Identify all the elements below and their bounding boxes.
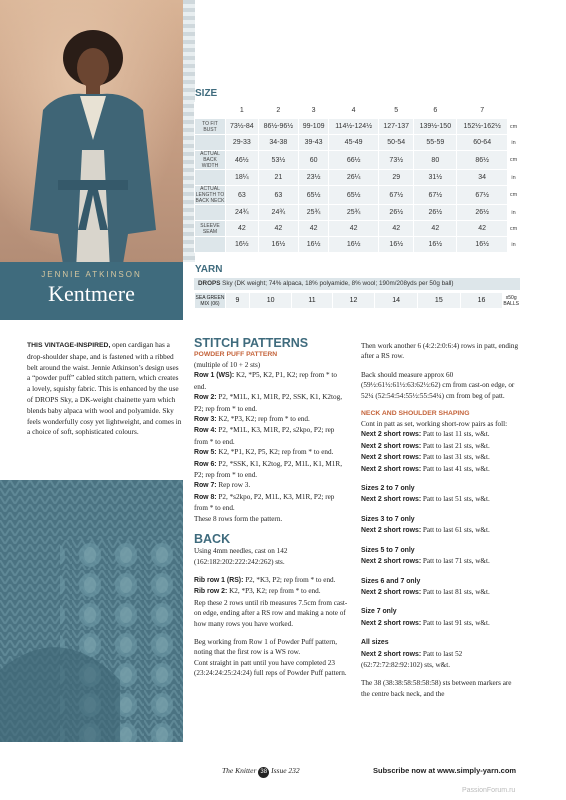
rib-row-key: Rib row 1 (RS): (194, 576, 244, 584)
back-beg: Beg working from Row 1 of Powder Puff pattern, noting that the first row is a WS row. (194, 637, 337, 657)
size-cell: 25¾ (299, 205, 329, 221)
size-row (195, 135, 520, 151)
yarn-brand: DROPS (198, 280, 221, 287)
size-cell: 34-38 (258, 135, 298, 151)
short-row (361, 464, 521, 475)
size-cell: 67½ (379, 186, 414, 205)
size-cell: 31½ (414, 170, 457, 186)
stitch-row-key: Row 3: (194, 416, 217, 424)
rib-row (194, 586, 349, 597)
size-cell: 34 (457, 170, 508, 186)
size-cell: 86½ (457, 151, 508, 170)
stitch-row-text: K2, *P1, K2, P5, K2; rep from * to end. (216, 448, 334, 457)
col3-measure: Back should measure approx 60 (59½:61½:61½:63:62½:62) cm from cast-on edge, or 52¼ (52:54:54:55½:55:54¼) cm from beg of patt. (361, 370, 515, 400)
pattern-title: Kentmere (48, 281, 135, 306)
all-sizes-heading: All sizes (361, 639, 389, 647)
short-row (361, 494, 521, 505)
size-cell: 60-64 (457, 135, 508, 151)
short-row-text: Patt to last 31 sts, w&t. (422, 453, 490, 462)
yarn-balls: 11 (292, 293, 332, 309)
size-cell: 127-137 (379, 119, 414, 135)
intro-body: open cardigan has a drop-shoulder shape, and is fastened with a ribbed belt around the waist. Jennie Atkinson’s design uses a “powder puff” cabled stitch pattern, which creates a lovely, squishy fabric. This is enhanced by the use of DROPS Sky, a DK-weight chainette yarn which blends baby alpaca with wool and polyamide. Sky feels wonderfully cosy yet lightweight, and comes in a choice of soft, sophisticated colours. (27, 340, 182, 437)
stitch-row-key: Row 4: (194, 427, 217, 435)
stitch-subheading: POWDER PUFF PATTERN (194, 351, 278, 358)
size-col: 5 (379, 103, 414, 119)
issue-number: Issue 232 (271, 766, 300, 775)
size-cell: 45-49 (329, 135, 379, 151)
yarn-balls: 10 (249, 293, 292, 309)
size-cell: 23½ (299, 170, 329, 186)
stitch-end: These 8 rows form the pattern. (194, 514, 283, 523)
short-row-text: Patt to last 91 sts, w&t. (422, 618, 490, 627)
size-group-label: Sizes 3 to 7 only (361, 515, 415, 523)
yarn-balls: 12 (332, 293, 375, 309)
size-group-label: Sizes 2 to 7 only (361, 485, 415, 493)
subscribe-link[interactable]: Subscribe now at www.simply-yarn.com (373, 766, 517, 775)
yarn-balls: 14 (375, 293, 418, 309)
size-cell: 50-54 (379, 135, 414, 151)
rib-row (194, 575, 349, 586)
size-cell: 42 (299, 221, 329, 237)
shaping-column (361, 341, 521, 699)
size-cell: 60 (299, 151, 329, 170)
size-cell: 80 (414, 151, 457, 170)
short-row (361, 556, 521, 567)
stitch-heading: STITCH PATTERNS (194, 336, 309, 350)
yarn-balls: 15 (417, 293, 460, 309)
next-label: Next 2 short rows: (361, 431, 422, 439)
yarn-description (194, 278, 520, 290)
rib-row-key: Rib row 2: (194, 588, 228, 596)
stitch-row-text: P2, *M1L, K1, M1R, P2, SSK, K1, K2tog, P2; rep from * to end. (194, 393, 342, 413)
size-cell: 65½ (329, 186, 379, 205)
rib-row-text: K2, *P3, K2; rep from * to end. (227, 587, 321, 596)
stitch-row (194, 459, 349, 481)
short-row (361, 429, 521, 440)
size-col: 4 (329, 103, 379, 119)
col3-work: Then work another 6 (4:2:2:0:6:4) rows in patt, ending after a RS row. (361, 342, 519, 361)
stitch-multiple: (multiple of 10 + 2 sts) (194, 361, 261, 369)
short-row-text: Patt to last 41 sts, w&t. (422, 464, 490, 473)
short-row (361, 587, 521, 598)
size-cell: 66½ (329, 151, 379, 170)
size-unit: cm (508, 151, 520, 170)
short-row (361, 452, 521, 463)
size-group-label: Size 7 only (361, 608, 397, 616)
stitch-row-text: P2, *SSK, K1, K2tog, P2, M1L, K1, M1R, P2; rep from * to end. (194, 459, 342, 480)
stitch-row (194, 480, 349, 491)
size-heading: SIZE (195, 88, 218, 99)
size-cell: 53½ (258, 151, 298, 170)
stitch-row-text: Rep row 3. (216, 481, 251, 490)
stitch-row (194, 447, 349, 458)
size-cell: 55-59 (414, 135, 457, 151)
mag-title: The Knitter (222, 766, 257, 775)
size-cell: 16½ (379, 237, 414, 253)
size-group-label: Sizes 5 to 7 only (361, 546, 415, 554)
back-rep: Rep these 2 rows until rib measures 7.5cm from cast-on edge, ending after a RS row and making a note of how many rows you have worked. (194, 598, 348, 628)
size-cell: 65½ (299, 186, 329, 205)
size-row-label (195, 135, 226, 151)
size-cell: 114½-124½ (329, 119, 379, 135)
watermark: PassionForum.ru (462, 787, 516, 794)
size-row (195, 221, 520, 237)
yarn-balls: 9 (226, 293, 250, 309)
short-row-text: Patt to last 71 sts, w&t. (422, 557, 490, 566)
size-unit: in (508, 205, 520, 221)
stitch-row-text: P2, *M1L, K3, M1R, P2, s2kpo, P2; rep from * to end. (194, 426, 335, 446)
size-unit: cm (508, 119, 520, 135)
title-band (0, 262, 183, 320)
size-cell: 42 (329, 221, 379, 237)
size-row (195, 237, 520, 253)
intro-lead: THIS VINTAGE-INSPIRED, (27, 342, 111, 349)
size-cell: 86½-96½ (258, 119, 298, 135)
back-cont: Cont straight in patt until you have completed 23 (23:24:24:25:24:24) full reps of Powder Puff pattern. (194, 658, 347, 678)
size-cell: 29 (379, 170, 414, 186)
size-row-label: SLEEVE SEAM (195, 221, 226, 237)
next-label: Next 2 short rows: (361, 454, 422, 462)
size-row (195, 186, 520, 205)
short-row-text: Patt to last 51 sts, w&t. (422, 495, 490, 504)
size-unit: in (508, 237, 520, 253)
stitch-row-text: K2, *P5, K2, P1, K2; rep from * to end. (194, 371, 338, 391)
next-label: Next 2 short rows: (361, 496, 422, 504)
back-heading: BACK (194, 532, 231, 547)
page-number: 38 (258, 767, 269, 778)
size-row-label (195, 205, 226, 221)
next-label: Next 2 short rows: (361, 619, 422, 627)
size-cell: 39-43 (299, 135, 329, 151)
stitch-column (194, 336, 349, 679)
size-cell: 46½ (226, 151, 259, 170)
size-cell: 139½-150 (414, 119, 457, 135)
size-group-heading (361, 545, 521, 556)
knit-swatch-photo (0, 480, 183, 742)
col3-final: The 38 (38:38:58:58:58:58) sts between markers are the centre back neck, and the (361, 679, 512, 698)
size-cell: 26½ (414, 205, 457, 221)
size-unit: in (508, 135, 520, 151)
designer-name: JENNIE ATKINSON (41, 270, 142, 279)
next-label: Next 2 short rows: (361, 588, 422, 596)
yarn-row (195, 293, 520, 309)
next-label: Next 2 short rows: (361, 650, 422, 658)
size-col: 3 (299, 103, 329, 119)
size-cell: 42 (226, 221, 259, 237)
size-row (195, 170, 520, 186)
size-cell: 67½ (414, 186, 457, 205)
size-group-heading (361, 576, 521, 587)
size-col: 6 (414, 103, 457, 119)
yarn-table (194, 292, 520, 309)
size-row-label: TO FIT BUST (195, 119, 226, 135)
size-cell: 152½-162½ (457, 119, 508, 135)
back-cast-on: Using 4mm needles, cast on 142 (162:182:202:222:242:262) sts. (194, 547, 288, 566)
size-unit: cm (508, 221, 520, 237)
size-cell: 24¾ (226, 205, 259, 221)
size-group-heading (361, 606, 521, 617)
size-col: 2 (258, 103, 298, 119)
stitch-row-key: Row 1 (WS): (194, 372, 235, 380)
stitch-row (194, 425, 349, 447)
size-cell: 25¾ (329, 205, 379, 221)
size-cell: 42 (457, 221, 508, 237)
size-row (195, 151, 520, 170)
size-cell: 63 (258, 186, 298, 205)
short-row (361, 618, 521, 629)
yarn-unit: x50g BALLS (503, 294, 519, 307)
stitch-row-key: Row 2: (194, 394, 217, 402)
next-label: Next 2 short rows: (361, 442, 422, 450)
size-cell: 73½-84 (226, 119, 259, 135)
size-unit: in (508, 170, 520, 186)
short-row (361, 525, 521, 536)
next-label: Next 2 short rows: (361, 465, 422, 473)
size-row (195, 119, 520, 135)
size-cell: 42 (258, 221, 298, 237)
size-cell: 16½ (329, 237, 379, 253)
size-cell: 29-33 (226, 135, 259, 151)
short-row-text: Patt to last 81 sts, w&t. (422, 587, 490, 596)
size-cell: 18¼ (226, 170, 259, 186)
stitch-row (194, 370, 349, 392)
neck-shaping-text: Cont in patt as set, working short-row pairs as foll: (361, 420, 508, 429)
size-cell: 16½ (457, 237, 508, 253)
stitch-row-text: P2, *s2kpo, P2, M1L, K3, M1R, P2; rep from * to end. (194, 492, 335, 513)
size-row (195, 205, 520, 221)
all-sizes-text: Patt to last 52 (62:72:72:82:92:102) sts, w&t. (361, 649, 463, 669)
size-cell: 67½ (457, 186, 508, 205)
next-label: Next 2 short rows: (361, 558, 422, 566)
size-cell: 73½ (379, 151, 414, 170)
stitch-row-key: Row 8: (194, 493, 217, 501)
size-group-heading (361, 514, 521, 525)
short-row-text: Patt to last 61 sts, w&t. (422, 526, 490, 535)
yarn-balls: 16 (460, 293, 503, 309)
model-figure (18, 30, 168, 262)
intro-text (27, 340, 182, 438)
size-cell: 21 (258, 170, 298, 186)
size-cell: 16½ (299, 237, 329, 253)
size-cell: 16½ (226, 237, 259, 253)
short-row-text: Patt to last 21 sts, w&t. (422, 441, 490, 450)
size-group-heading (361, 483, 521, 494)
short-row-text: Patt to last 11 sts, w&t. (422, 430, 490, 439)
stitch-row (194, 492, 349, 514)
rib-row-text: P2, *K3, P2; rep from * to end. (243, 575, 336, 584)
stitch-row-key: Row 7: (194, 482, 217, 490)
size-header-row (195, 103, 520, 119)
size-row-label (195, 170, 226, 186)
yarn-detail: Sky (DK weight; 74% alpaca, 18% polyamide, 8% wool; 190m/208yds per 50g ball) (220, 280, 454, 287)
next-label: Next 2 short rows: (361, 527, 422, 535)
size-col: 1 (226, 103, 259, 119)
stitch-row-key: Row 5: (194, 449, 217, 457)
footer-magazine (222, 766, 300, 778)
size-cell: 42 (414, 221, 457, 237)
size-table (194, 102, 520, 253)
neck-shaping-heading: NECK AND SHOULDER SHAPING (361, 410, 470, 418)
stitch-row (194, 414, 349, 425)
size-row-label (195, 237, 226, 253)
size-cell: 63 (226, 186, 259, 205)
size-cell: 99-109 (299, 119, 329, 135)
size-cell: 26¼ (329, 170, 379, 186)
size-unit: cm (508, 186, 520, 205)
yarn-shade: SEA GREEN MIX (06) (195, 294, 225, 307)
size-cell: 16½ (414, 237, 457, 253)
size-cell: 24¾ (258, 205, 298, 221)
size-row-label: ACTUAL LENGTH TO BACK NECK (195, 186, 225, 204)
size-cell: 26½ (457, 205, 508, 221)
size-row-label: ACTUAL BACK WIDTH (195, 151, 226, 170)
size-cell: 16½ (258, 237, 298, 253)
stitch-row-key: Row 6: (194, 460, 217, 468)
yarn-heading: YARN (195, 264, 223, 275)
model-photo (0, 0, 183, 262)
stitch-row-text: K2, *P3, K2; rep from * to end. (216, 415, 310, 424)
size-cell: 26½ (379, 205, 414, 221)
stitch-row (194, 392, 349, 414)
size-col: 7 (457, 103, 508, 119)
short-row (361, 441, 521, 452)
size-group-label: Sizes 6 and 7 only (361, 577, 421, 585)
size-cell: 42 (379, 221, 414, 237)
